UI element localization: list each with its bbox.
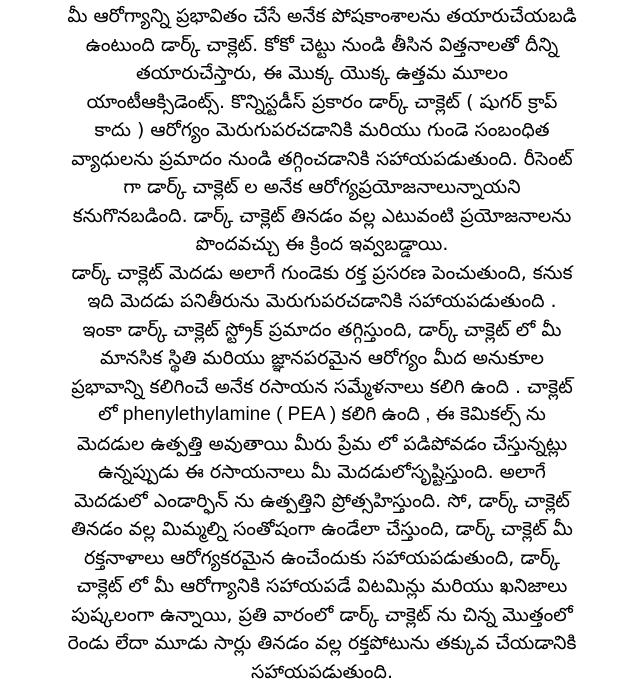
text-line-19: తినడం వల్ల మిమ్మల్ని సంతోషంగా ఉండేలా చేస్తుంది, డార్క్ చాక్లెట్ మీ xyxy=(10,515,634,544)
text-line-1: మీ ఆరోగ్యాన్ని ప్రభావితం చేసే అనేక పోషకాంశాలను తయారుచేయబడి xyxy=(10,2,634,31)
text-line-4: యాంటీఆక్సిడెంట్స్. కొన్నిస్టడీస్ ప్రకారం డార్క్ చాక్లెట్ ( షుగర్ క్రాప్ xyxy=(10,88,634,117)
text-line-8: కనుగొనబడింది. డార్క్ చాక్లెట్ తినడం వల్ల ఎటువంటి ప్రయోజనాలను xyxy=(10,202,634,231)
text-line-10: డార్క్ చాక్లెట్ మెదడు అలాగే గుండెకు రక్త ప్రసరణ పెంచుతుంది, కనుక xyxy=(10,259,634,288)
text-line-9: పొందవచ్చు ఈ క్రింద ఇవ్వబడ్డాయి. xyxy=(10,230,634,259)
article-text xyxy=(10,2,634,686)
text-line-23: రెండు లేదా మూడు సార్లు తినడం వల్ల రక్తపోటును తక్కువ చేయడానికి xyxy=(10,629,634,658)
text-line-2: ఉంటుంది డార్క్ చాక్లెట్. కోకో చెట్టు నుండి తీసిన విత్తనాలతో దీన్ని xyxy=(10,31,634,60)
text-line-6: వ్యాధులను ప్రమాదం నుండి తగ్గించడానికి సహాయపడుతుంది. రీసెంట్ xyxy=(10,145,634,174)
text-line-11: ఇది మెదడు పనితీరును మెరుగుపరచడానికి సహాయపడుతుంది . xyxy=(10,287,634,316)
text-line-13: మానసిక స్థితి మరియు జ్ఞానపరమైన ఆరోగ్యం మీద అనుకూల xyxy=(10,344,634,373)
text-line-20: రక్తనాళాలు ఆరోగ్యకరమైన ఉంచేందుకు సహాయపడుతుంది, డార్క్ xyxy=(10,544,634,573)
text-line-18: మెదడులో ఎండార్ఫిన్ ను ఉత్పత్తిని ప్రోత్సహిస్తుంది. సో, డార్క్ చాక్లెట్ xyxy=(10,487,634,516)
text-line-15: లో phenylethylamine ( PEA ) కలిగి ఉంది , ఈ కెమికల్స్ ను xyxy=(10,401,634,430)
text-line-22: పుష్కలంగా ఉన్నాయి, ప్రతి వారంలో డార్క్ చాక్లెట్ ను చిన్న మొత్తంలో xyxy=(10,601,634,630)
text-line-3: తయారుచేస్తారు, ఈ మొక్క యొక్క ఉత్తమ మూలం xyxy=(10,59,634,88)
text-line-17: ఉన్నప్పుడు ఈ రసాయనాలు మీ మెదడులోసృష్టిస్తుంది. అలాగే xyxy=(10,458,634,487)
text-line-24: సహాయపడుతుంది. xyxy=(10,658,634,686)
text-line-21: చాక్లెట్ లో మీ ఆరోగ్యానికి సహాయపడే విటమిన్లు మరియు ఖనిజాలు xyxy=(10,572,634,601)
text-line-12: ఇంకా డార్క్ చాక్లెట్ స్ట్రోక్ ప్రమాదం తగ్గిస్తుంది, డార్క్ చాక్లెట్ లో మీ xyxy=(10,316,634,345)
text-line-7: గా డార్క్ చాక్లెట్ ల అనేక ఆరోగ్యప్రయోజనాలున్నాయని xyxy=(10,173,634,202)
text-line-16: మెదడుల ఉత్పత్తి అవుతాయి మీరు ప్రేమ లో పడిపోవడం చేస్తున్నట్లు xyxy=(10,430,634,459)
text-line-14: ప్రభావాన్ని కలిగించే అనేక రసాయన సమ్మేళనాలు కలిగి ఉంది . చాక్లెట్ xyxy=(10,373,634,402)
text-line-5: కాదు ) ఆరోగ్యం మెరుగుపరచడానికి మరియు గుండె సంబంధిత xyxy=(10,116,634,145)
